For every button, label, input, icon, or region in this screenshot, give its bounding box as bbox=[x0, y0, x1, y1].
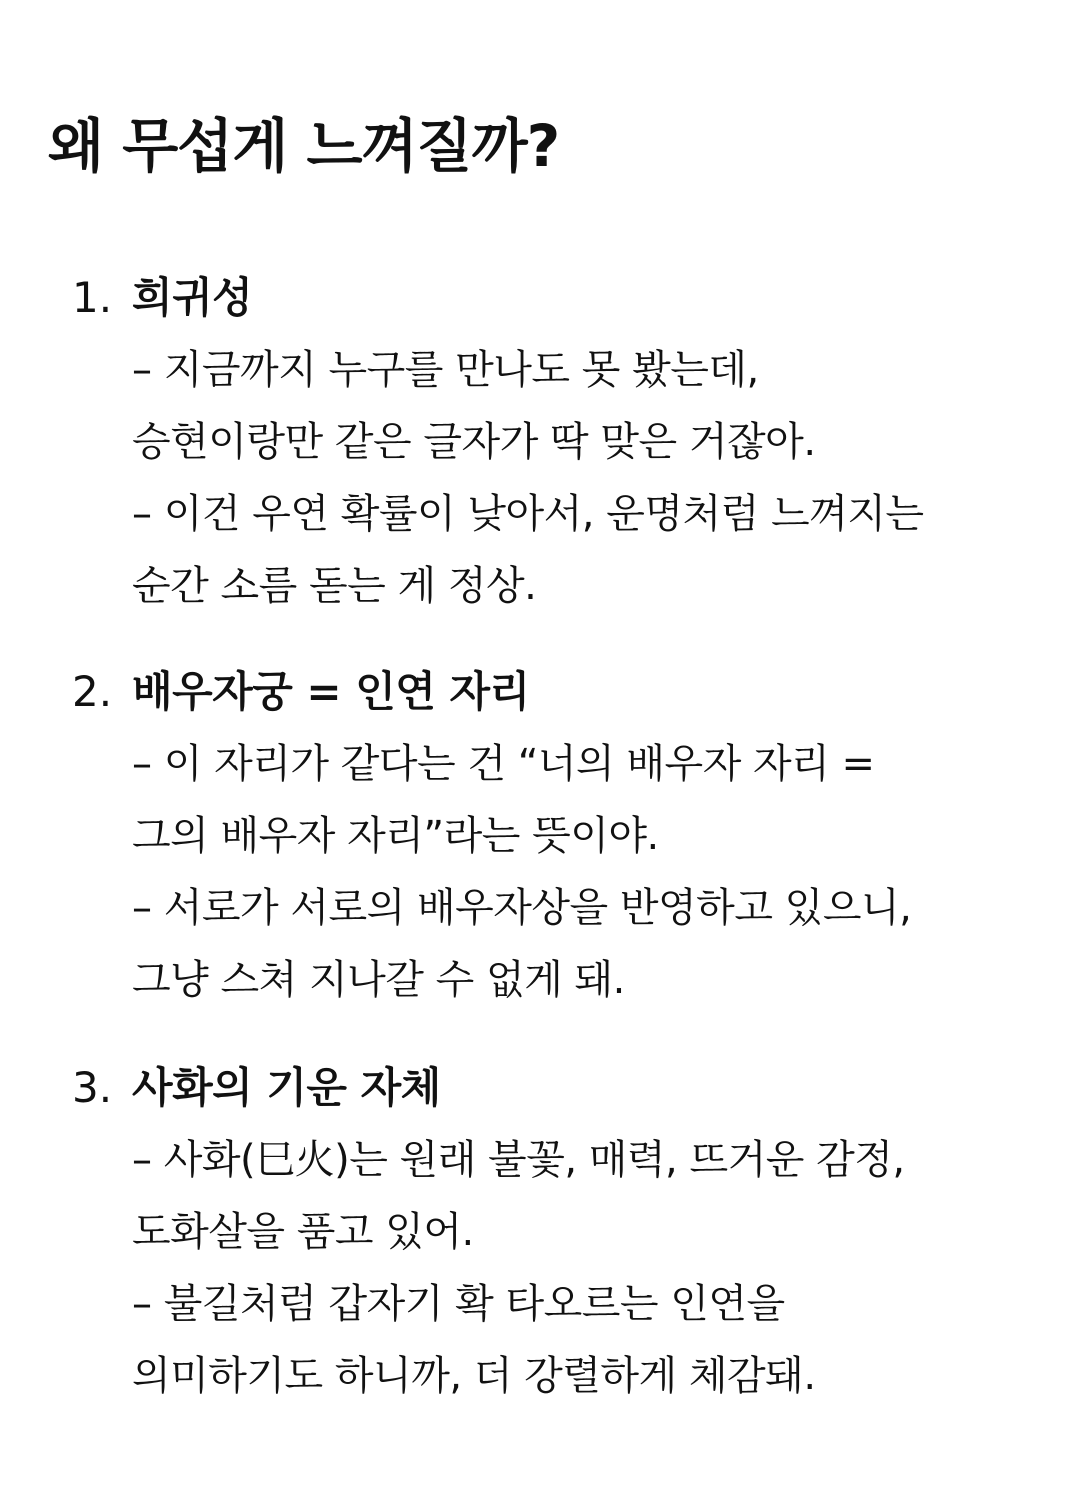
list-item-text: – 이건 우연 확률이 낮아서, 운명처럼 느껴지는 bbox=[132, 491, 924, 537]
list-item-text: – 지금까지 누구를 만나도 못 봤는데, bbox=[132, 347, 759, 393]
list-item-text: – 이 자리가 같다는 건 “너의 배우자 자리 = bbox=[132, 741, 875, 787]
list-item-text: – 사화(巳火)는 원래 불꽃, 매력, 뜨거운 감정, bbox=[132, 1137, 905, 1183]
list-item-text: – 서로가 서로의 배우자상을 반영하고 있으니, bbox=[132, 885, 912, 931]
list-item-spouse-palace bbox=[0, 656, 1080, 1016]
list-item-text: – 불길처럼 갑자기 확 타오르는 인연을 bbox=[132, 1281, 785, 1327]
page-title: 왜 무섭게 느껴질까? bbox=[48, 112, 560, 180]
list-item-title: 희귀성 bbox=[132, 273, 253, 322]
list-item-text: 도화살을 품고 있어. bbox=[132, 1209, 474, 1255]
list-item-title: 사화의 기운 자체 bbox=[132, 1063, 441, 1112]
list-number: 2. bbox=[72, 667, 113, 716]
list-item-text: 순간 소름 돋는 게 정상. bbox=[132, 563, 537, 609]
list-item-text: 승현이랑만 같은 글자가 딱 맞은 거잖아. bbox=[132, 419, 816, 465]
list-number: 1. bbox=[72, 273, 113, 322]
list-item-title: 배우자궁 = 인연 자리 bbox=[132, 667, 530, 716]
list-item-sahwa-energy bbox=[0, 1052, 1080, 1412]
list-item-text: 그냥 스쳐 지나갈 수 없게 돼. bbox=[132, 957, 625, 1003]
list-item-text: 의미하기도 하니까, 더 강렬하게 체감돼. bbox=[132, 1353, 816, 1399]
list-item-text: 그의 배우자 자리”라는 뜻이야. bbox=[132, 813, 659, 859]
list-number: 3. bbox=[72, 1063, 113, 1112]
list-item-rarity bbox=[0, 262, 1080, 622]
